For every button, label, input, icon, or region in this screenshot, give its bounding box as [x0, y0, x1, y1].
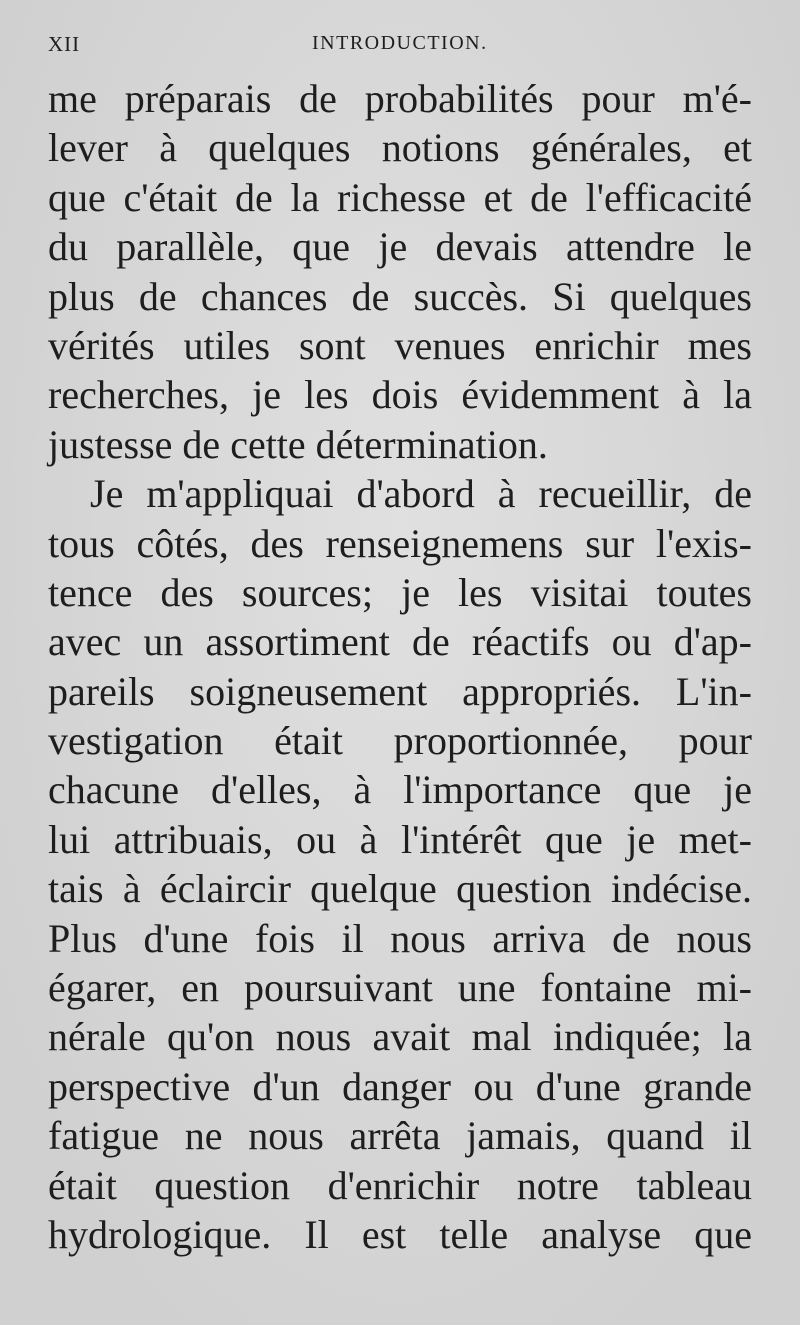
text-line: chacune d'elles, à l'importance que je — [48, 767, 752, 813]
running-head: INTRODUCTION. — [312, 32, 488, 54]
text-line: était question d'enrichir notre tableau — [48, 1162, 752, 1208]
body-text — [48, 74, 752, 1259]
text-line: hydrologique. Il est telle analyse que — [48, 1211, 752, 1257]
paragraph-end-line: justesse de cette détermination. — [48, 421, 548, 467]
text-line: fatigue ne nous arrêta jamais, quand il — [48, 1113, 752, 1159]
text-line: me préparais de probabilités pour m'é- — [48, 76, 752, 121]
text-line: nérale qu'on nous avait mal indiquée; la — [48, 1014, 752, 1060]
text-line: vestigation était proportionnée, pour — [48, 718, 752, 764]
text-line: tence des sources; je les visitai toutes — [48, 569, 752, 615]
text-line: que c'était de la richesse et de l'efficacité — [48, 174, 752, 220]
text-line: pareils soigneusement appropriés. L'in- — [48, 668, 752, 714]
text-line: lever à quelques notions générales, et — [48, 125, 752, 171]
paragraph-start-line: Je m'appliquai d'abord à recueillir, de — [90, 471, 752, 517]
text-line: perspective d'un danger ou d'une grande — [48, 1063, 752, 1109]
text-line: du parallèle, que je devais attendre le — [48, 224, 752, 270]
text-line: tous côtés, des renseignemens sur l'exis- — [48, 520, 752, 566]
text-line: recherches, je les dois évidemment à la — [48, 372, 752, 418]
text-line: tais à éclaircir quelque question indécise. — [48, 866, 752, 912]
text-line: égarer, en poursuivant une fontaine mi- — [48, 965, 752, 1011]
page-header — [48, 32, 752, 62]
text-line: lui attribuais, ou à l'intérêt que je met- — [48, 816, 752, 862]
text-line: plus de chances de succès. Si quelques — [48, 273, 752, 319]
page-number: XII — [48, 32, 81, 56]
text-line: vérités utiles sont venues enrichir mes — [48, 322, 752, 368]
text-line: Plus d'une fois il nous arriva de nous — [48, 915, 752, 961]
text-line: avec un assortiment de réactifs ou d'ap- — [48, 619, 752, 665]
